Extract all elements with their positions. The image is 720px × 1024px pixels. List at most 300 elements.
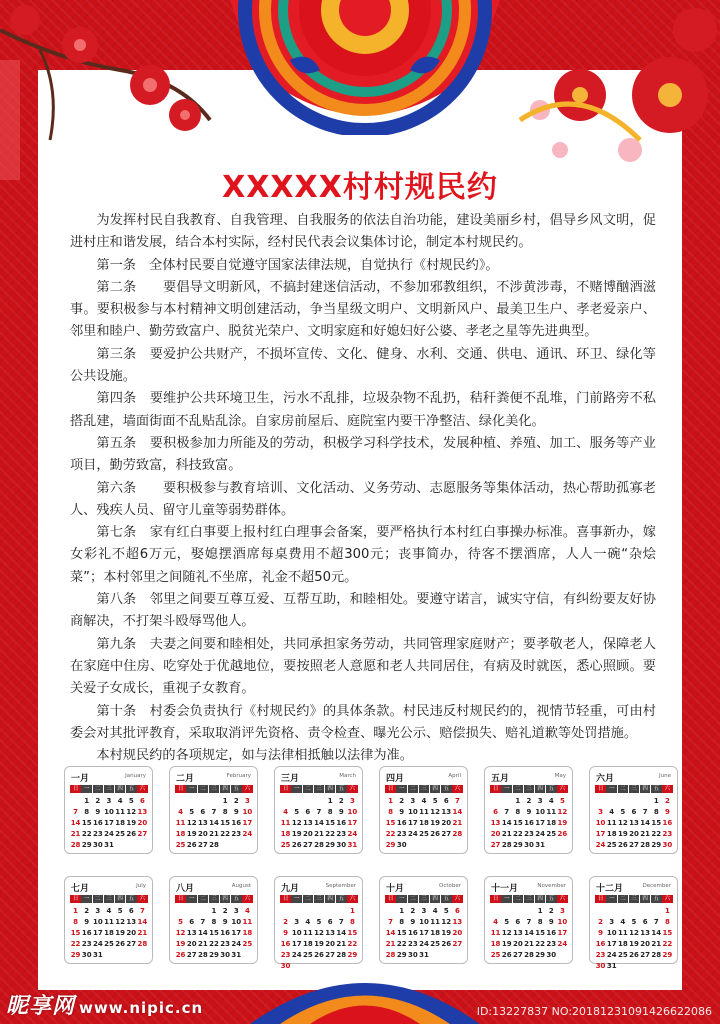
day-number: 15 [81,819,92,827]
day-number: 10 [231,918,242,926]
day-number: 13 [325,929,335,937]
day-number: 8 [211,918,217,926]
day-number: 6 [305,808,311,816]
day-number: 3 [95,907,101,915]
weekday-label: 四 [430,785,441,793]
day-number: 6 [642,918,648,926]
weekday-label: 四 [325,785,336,793]
day-blank [606,906,617,916]
day-number: 14 [336,929,347,937]
day-number: 8 [222,808,228,816]
day-number: 26 [501,951,512,959]
day-number: 17 [419,929,429,937]
day-number: 27 [302,841,313,849]
day-number: 23 [92,830,103,838]
day-number: 22 [325,830,335,838]
day-number: 18 [104,929,114,937]
day-number: 1 [84,797,90,805]
day-number: 4 [244,907,250,915]
weekday-header [595,785,673,793]
month-name-en: March [339,773,356,779]
weekday-header [175,785,253,793]
page-title: XXXXX村村规民约 [222,170,498,205]
month-name-en: January [125,773,146,779]
month-name: 九月 [281,884,300,894]
weekday-label: 六 [347,895,358,903]
day-number: 11 [606,819,617,827]
day-number: 20 [302,830,313,838]
day-number: 15 [325,819,335,827]
day-number: 4 [178,808,183,816]
weekday-label: 日 [175,895,186,903]
day-number: 9 [338,808,344,816]
weekday-label: 五 [546,895,557,903]
day-number: 10 [535,808,545,816]
day-blank [208,796,219,806]
day-number: 15 [70,929,81,937]
day-number: 20 [137,819,148,827]
day-blank [640,906,651,916]
month-name: 二月 [176,774,195,784]
weekday-label: 六 [662,785,673,793]
paragraph: 第四条 要维护公共环境卫生，污水不乱排，垃圾杂物不乱扔，秸秆粪便不乱堆，门前路旁不私搭乱建，墙面街面不乱贴乱涂。自家房前屋后、庭院室内要干净整洁、绿化美化。 [70,391,656,429]
day-number: 20 [629,830,639,838]
day-number: 9 [222,918,228,926]
day-blank [501,906,512,916]
day-number: 1 [399,907,405,915]
watermark-brand: 昵享网 www.nipic.cn [6,994,204,1019]
weekday-label: 六 [347,785,358,793]
day-number: 1 [211,907,217,915]
month-calendar [169,876,258,964]
day-blank [606,796,617,806]
day-number: 12 [314,929,324,937]
weekday-label: 三 [524,785,535,793]
day-number: 7 [388,918,393,926]
weekday-label: 二 [198,895,209,903]
paragraph: 本村规民约的各项规定，如与法律相抵触以法律为准。 [96,748,413,764]
weekday-label: 二 [93,895,104,903]
weekday-label: 五 [231,785,242,793]
day-number: 26 [314,951,324,959]
day-number: 8 [84,808,90,816]
weekday-label: 六 [557,785,568,793]
day-number: 26 [175,951,186,959]
day-number: 13 [490,819,501,827]
day-number: 18 [302,940,313,948]
day-number: 29 [70,951,81,959]
weekday-label: 四 [325,895,336,903]
day-number: 17 [557,929,568,937]
day-blank [501,796,512,806]
day-number: 24 [595,841,606,849]
day-number: 24 [347,830,358,838]
weekday-label: 五 [651,785,662,793]
weekday-label: 四 [430,895,441,903]
day-number: 24 [92,940,103,948]
day-number: 23 [231,830,242,838]
day-number: 5 [559,797,565,805]
weekday-label: 五 [126,785,137,793]
day-number: 21 [452,819,463,827]
day-number: 24 [535,830,545,838]
day-number: 26 [557,830,568,838]
day-grid [70,906,148,960]
day-number: 22 [385,830,396,838]
day-number: 26 [115,940,125,948]
day-number: 3 [559,907,565,915]
day-number: 28 [524,951,534,959]
day-number: 23 [396,830,407,838]
day-number: 19 [314,940,324,948]
day-number: 2 [399,797,405,805]
day-number: 1 [327,797,333,805]
day-number: 11 [419,808,429,816]
day-number: 5 [117,907,123,915]
weekday-label: 一 [186,785,197,793]
day-number: 24 [291,951,302,959]
day-number: 12 [126,808,137,816]
paragraph: 第二条 要倡导文明新风，不搞封建迷信活动，不参加邪教组织，不涉黄涉毒，不赌博酗酒滋事。要积极参与本村精神文明创建活动，争当星级文明户、文明新风户、最美卫生户、孝老爱亲户、邻里和睦户、勤劳致富户、脱贫光荣户、文明家庭和好媳妇好公婆、孝老之星等先进典型。 [70,279,656,340]
day-number: 30 [81,951,92,959]
day-number: 4 [305,918,311,926]
day-number: 15 [385,819,396,827]
day-number: 10 [291,929,302,937]
day-number: 22 [651,830,662,838]
day-grid [70,796,148,850]
day-number: 29 [385,841,396,849]
day-number: 7 [526,918,532,926]
day-number: 6 [493,808,498,816]
day-number: 16 [524,819,534,827]
day-number: 28 [640,841,650,849]
day-number: 23 [524,830,534,838]
day-number: 11 [175,819,186,827]
day-number: 16 [220,929,230,937]
weekday-label: 二 [303,785,314,793]
day-number: 25 [242,940,253,948]
day-number: 13 [452,918,463,926]
paragraph: 第五条 要积极参加力所能及的劳动，积极学习科学技术，发展种植、养殖、加工、服务等产业项目，勤劳致富，科技致富。 [70,435,656,474]
month-name-en: May [554,773,566,779]
weekday-label: 一 [396,785,407,793]
day-number: 23 [280,951,291,959]
day-number: 19 [501,940,512,948]
day-number: 27 [325,951,335,959]
day-number: 19 [629,940,639,948]
day-blank [325,906,336,916]
top-ornament [230,0,500,135]
month-name-en: November [537,883,566,889]
weekday-label: 二 [408,785,419,793]
day-number: 21 [197,940,208,948]
day-number: 26 [629,951,639,959]
day-number: 16 [662,819,673,827]
day-number: 20 [452,929,463,937]
day-number: 8 [515,808,521,816]
day-number: 18 [430,929,440,937]
day-number: 13 [197,819,208,827]
day-number: 3 [294,918,300,926]
day-number: 29 [347,951,358,959]
day-blank [186,906,197,916]
day-number: 7 [642,808,648,816]
day-number: 11 [302,929,313,937]
day-number: 3 [244,797,250,805]
weekday-label: 六 [137,895,148,903]
weekday-label: 五 [336,785,347,793]
day-number: 19 [291,830,302,838]
day-number: 31 [419,951,429,959]
day-number: 11 [242,918,253,926]
day-blank [197,796,208,806]
day-grid [595,906,673,971]
day-number: 5 [620,808,626,816]
weekday-label: 一 [501,785,512,793]
day-grid [280,906,358,971]
weekday-label: 三 [104,895,115,903]
month-calendar [379,766,468,854]
day-number: 27 [640,951,650,959]
month-calendar [589,766,678,854]
weekday-label: 日 [595,785,606,793]
day-number: 29 [325,841,335,849]
day-number: 4 [421,797,427,805]
day-number: 22 [209,940,219,948]
day-number: 3 [410,797,416,805]
day-number: 29 [662,951,673,959]
day-number: 2 [233,797,239,805]
day-number: 4 [117,797,123,805]
weekday-label: 六 [242,785,253,793]
day-number: 31 [92,951,103,959]
weekday-label: 四 [640,895,651,903]
day-number: 24 [104,830,114,838]
day-number: 1 [664,907,670,915]
day-grid [490,906,568,960]
day-number: 2 [95,797,101,805]
weekday-label: 三 [419,785,430,793]
day-number: 9 [84,918,90,926]
day-number: 17 [242,819,253,827]
day-number: 3 [106,797,112,805]
day-number: 11 [430,918,440,926]
weekday-label: 日 [175,785,186,793]
day-number: 14 [524,929,534,937]
day-number: 30 [92,841,103,849]
day-number: 20 [126,929,137,937]
day-blank [385,906,396,916]
day-number: 21 [336,940,347,948]
day-number: 23 [220,940,230,948]
day-number: 4 [283,808,288,816]
day-number: 30 [336,841,347,849]
day-number: 25 [606,841,617,849]
day-number: 6 [139,797,145,805]
day-number: 25 [419,830,429,838]
weekday-label: 一 [81,785,92,793]
day-number: 29 [535,951,545,959]
day-number: 12 [430,808,440,816]
day-number: 10 [92,918,103,926]
paragraph: 为发挥村民自我教育、自我管理、自我服务的依法自治功能，建设美丽乡村，倡导乡风文明，促进村庄和谐发展，结合本村实际，经村民代表会议集体讨论，制定本村规民约。 [70,213,656,251]
day-blank [186,796,197,806]
month-calendar [64,766,153,854]
day-number: 22 [347,940,358,948]
weekday-label: 一 [606,895,617,903]
day-blank [628,796,639,806]
day-number: 24 [242,830,253,838]
day-number: 16 [595,940,606,948]
weekday-label: 日 [280,895,291,903]
weekday-label: 二 [198,785,209,793]
day-number: 8 [73,918,78,926]
day-number: 4 [493,918,498,926]
day-number: 27 [137,830,148,838]
weekday-label: 四 [535,785,546,793]
day-number: 8 [349,918,355,926]
day-number: 6 [443,797,449,805]
day-blank [617,796,628,806]
paragraph: 第十条 村委会负责执行《村规民约》的具体条款。村民违反村规民约的，视情节轻重，可由村委会对其批评教育，采取取消评先资格、责令检查、曝光公示、赔偿损失、赔礼道歉等处罚措施。 [70,703,656,741]
day-number: 3 [598,808,603,816]
day-number: 13 [137,808,148,816]
day-number: 8 [664,918,670,926]
day-number: 5 [504,918,510,926]
day-number: 21 [640,830,650,838]
weekday-label: 二 [618,785,629,793]
day-grid [175,796,253,850]
day-number: 25 [280,841,291,849]
day-number: 9 [233,808,239,816]
day-number: 10 [419,918,429,926]
day-number: 19 [175,940,186,948]
month-name: 五月 [491,774,510,784]
day-number: 22 [535,940,545,948]
day-number: 27 [490,841,501,849]
day-number: 9 [95,808,101,816]
day-number: 14 [651,929,662,937]
day-number: 14 [137,918,148,926]
day-number: 14 [452,808,463,816]
day-number: 7 [653,918,659,926]
day-number: 10 [242,808,253,816]
day-number: 4 [620,918,626,926]
day-number: 2 [222,907,228,915]
day-grid [595,796,673,850]
weekday-label: 二 [408,895,419,903]
month-name: 六月 [596,774,615,784]
day-number: 30 [220,951,230,959]
day-blank [280,906,291,916]
day-blank [512,906,523,916]
paragraph: 第七条 家有红白事要上报村红白理事会备案，要严格执行本村红白事操办标准。喜事新办，嫁女彩礼不超6万元，娶媳摆酒席每桌费用不超300元；丧事简办，待客不摆酒席，人人一碗“杂烩菜”；本村邻里之间随礼不坐席，礼金不超50元。 [70,525,656,585]
day-number: 12 [441,918,452,926]
day-number: 25 [490,951,501,959]
weekday-label: 二 [513,785,524,793]
day-number: 30 [407,951,418,959]
day-number: 13 [512,929,523,937]
day-number: 26 [126,830,137,838]
month-name-en: August [231,883,251,889]
day-number: 12 [557,808,568,816]
weekday-label: 四 [220,895,231,903]
day-number: 22 [220,830,230,838]
weekday-label: 二 [513,895,524,903]
weekday-label: 三 [629,785,640,793]
day-number: 26 [186,841,197,849]
day-number: 10 [347,808,358,816]
day-number: 31 [231,951,242,959]
month-name-en: September [325,883,356,889]
day-number: 26 [291,841,302,849]
day-number: 17 [291,940,302,948]
day-number: 1 [515,797,521,805]
day-number: 30 [396,841,407,849]
day-number: 7 [454,797,460,805]
day-number: 1 [653,797,659,805]
weekday-label: 一 [291,895,302,903]
day-number: 9 [548,918,554,926]
day-number: 20 [512,940,523,948]
day-number: 7 [338,918,344,926]
paragraph: 第一条 全体村民要自觉遵守国家法律法规，自觉执行《村规民约》。 [96,257,499,273]
weekday-label: 二 [618,895,629,903]
weekday-label: 四 [115,785,126,793]
weekday-label: 一 [396,895,407,903]
day-number: 19 [126,819,137,827]
day-number: 2 [84,907,90,915]
day-number: 15 [347,929,358,937]
day-number: 7 [139,907,145,915]
month-name: 十二月 [596,884,624,894]
day-number: 15 [535,929,545,937]
day-number: 19 [115,929,125,937]
day-number: 28 [209,841,219,849]
weekday-header [70,785,148,793]
day-number: 6 [189,918,195,926]
weekday-label: 日 [490,785,501,793]
day-number: 7 [200,918,206,926]
day-number: 14 [640,819,650,827]
weekday-label: 五 [651,895,662,903]
day-number: 14 [385,929,396,937]
weekday-label: 四 [220,785,231,793]
day-number: 2 [598,918,603,926]
day-number: 29 [512,841,523,849]
day-number: 18 [546,819,557,827]
day-number: 20 [325,940,335,948]
day-number: 5 [178,918,183,926]
day-grid [490,796,568,850]
day-number: 28 [70,841,81,849]
day-number: 19 [430,819,440,827]
day-number: 4 [609,808,615,816]
month-calendar [64,876,153,964]
day-number: 31 [104,841,114,849]
weekday-label: 三 [314,895,325,903]
weekday-label: 四 [535,895,546,903]
day-number: 13 [126,918,137,926]
day-number: 28 [336,951,347,959]
day-number: 25 [302,951,313,959]
day-number: 20 [197,830,208,838]
watermark-id: ID:13227837 NO:20181231091426622086 [476,1005,712,1018]
weekday-label: 二 [303,895,314,903]
day-number: 14 [209,819,219,827]
day-number: 13 [186,929,197,937]
weekday-label: 三 [629,895,640,903]
